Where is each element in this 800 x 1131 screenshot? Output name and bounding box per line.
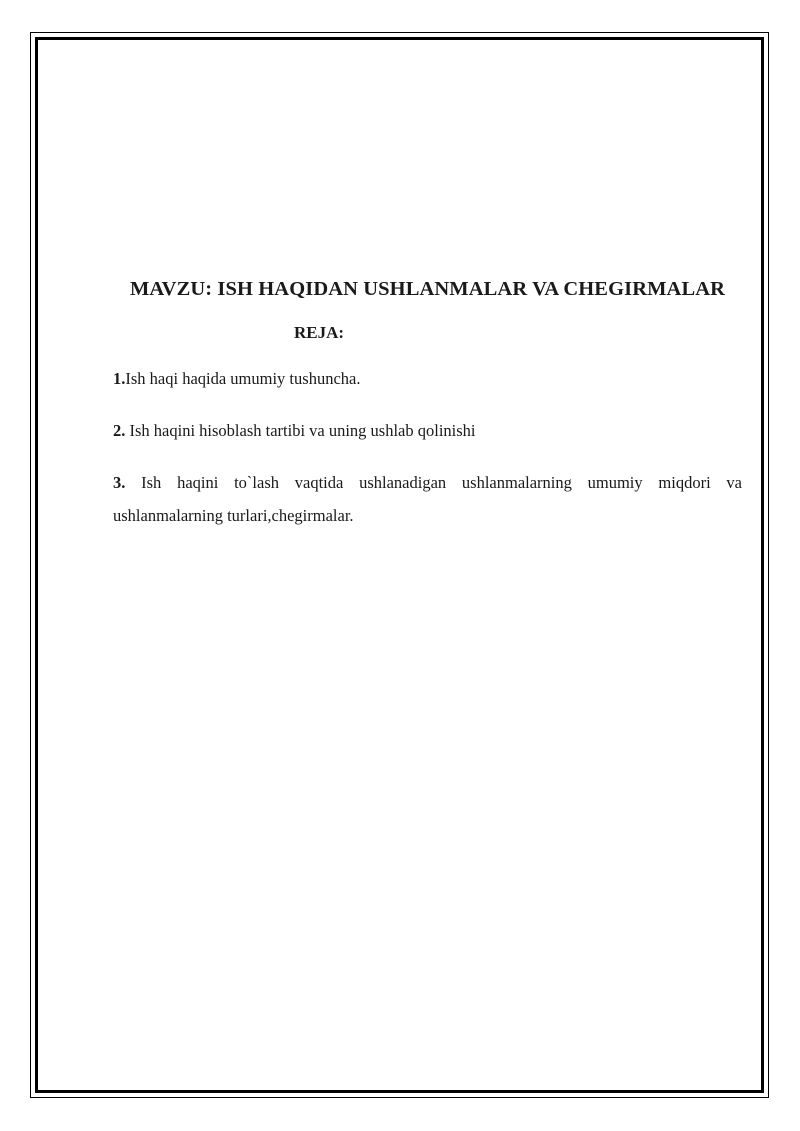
plan-list-item: [113, 466, 742, 532]
plan-item-text: Ish haqini hisoblash tartibi va uning ushlab qolinishi: [129, 421, 476, 440]
plan-heading: REJA:: [293, 323, 345, 342]
plan-list: [113, 362, 742, 532]
plan-item-number: 2.: [113, 421, 126, 440]
plan-item-text: Ish haqi haqida umumiy tushuncha.: [125, 369, 361, 388]
page-border-outer-line: [30, 32, 769, 1098]
plan-item-number: 3.: [113, 473, 126, 492]
page-border-inner-line: [35, 37, 764, 1093]
document-title: MAVZU: ISH HAQIDAN USHLANMALAR VA CHEGIRMALAR: [129, 278, 726, 300]
plan-item-number: 1.: [113, 369, 126, 388]
plan-item-separator: [125, 473, 141, 492]
plan-list-item: [113, 414, 742, 447]
plan-item-text: Ish haqini to`lash vaqtida ushlanadigan ushlanmalarning umumiy miqdori va ushlanmalarning turlari,chegirmalar.: [113, 473, 742, 525]
plan-list-item: [113, 362, 742, 395]
